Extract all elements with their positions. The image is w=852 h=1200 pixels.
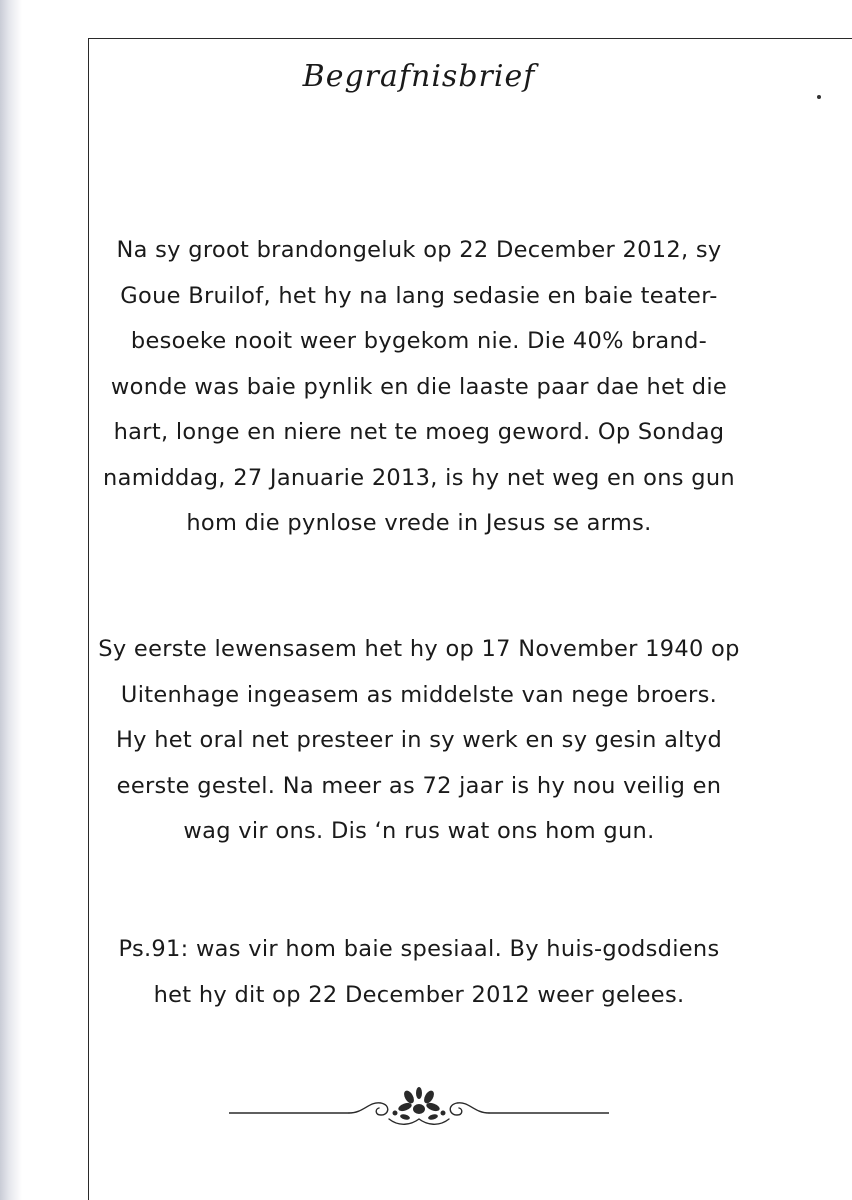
text-line: Na sy groot brandongeluk op 22 December 2012, sy [116,237,722,263]
text-line: het hy dit op 22 December 2012 weer gelees. [153,981,685,1008]
text-line: Ps.91: was vir hom baie spesiaal. By huis-godsdiens [118,936,720,962]
text-line: hom die pynlose vrede in Jesus se arms. [186,510,652,536]
text-line: Uitenhage ingeasem as middelste van nege broers. [120,681,718,708]
text-line: eerste gestel. Na meer as 72 jaar is hy nou veilig en [116,772,722,799]
text-line: Goue Bruilof, het hy na lang sedasie en baie teater- [120,282,718,309]
speck-mark [817,95,821,99]
text-line: Sy eerste lewensasem het hy op 17 November 1940 op [98,636,740,662]
paragraph-life [89,627,749,855]
funeral-letter-page [88,38,852,1200]
text-line: wag vir ons. Dis ‘n rus wat ons hom gun. [183,818,655,844]
page-title: Begrafnisbrief [302,59,536,94]
text-line: wonde was baie pynlik en die laaste paar dae het die [110,373,728,400]
text-line: namiddag, 27 Januarie 2013, is hy net weg en ons gun [103,464,735,491]
scroll-flourish-divider-icon [229,1079,609,1139]
paragraph-accident [89,228,749,547]
paragraph-psalm [89,927,749,1018]
scan-edge-shadow [0,0,22,1200]
text-line: Hy het oral net presteer in sy werk en sy gesin altyd [115,727,723,753]
text-line: besoeke nooit weer bygekom nie. Die 40% brand- [130,328,708,354]
text-line: hart, longe en niere net te moeg geword. Op Sondag [113,419,725,445]
